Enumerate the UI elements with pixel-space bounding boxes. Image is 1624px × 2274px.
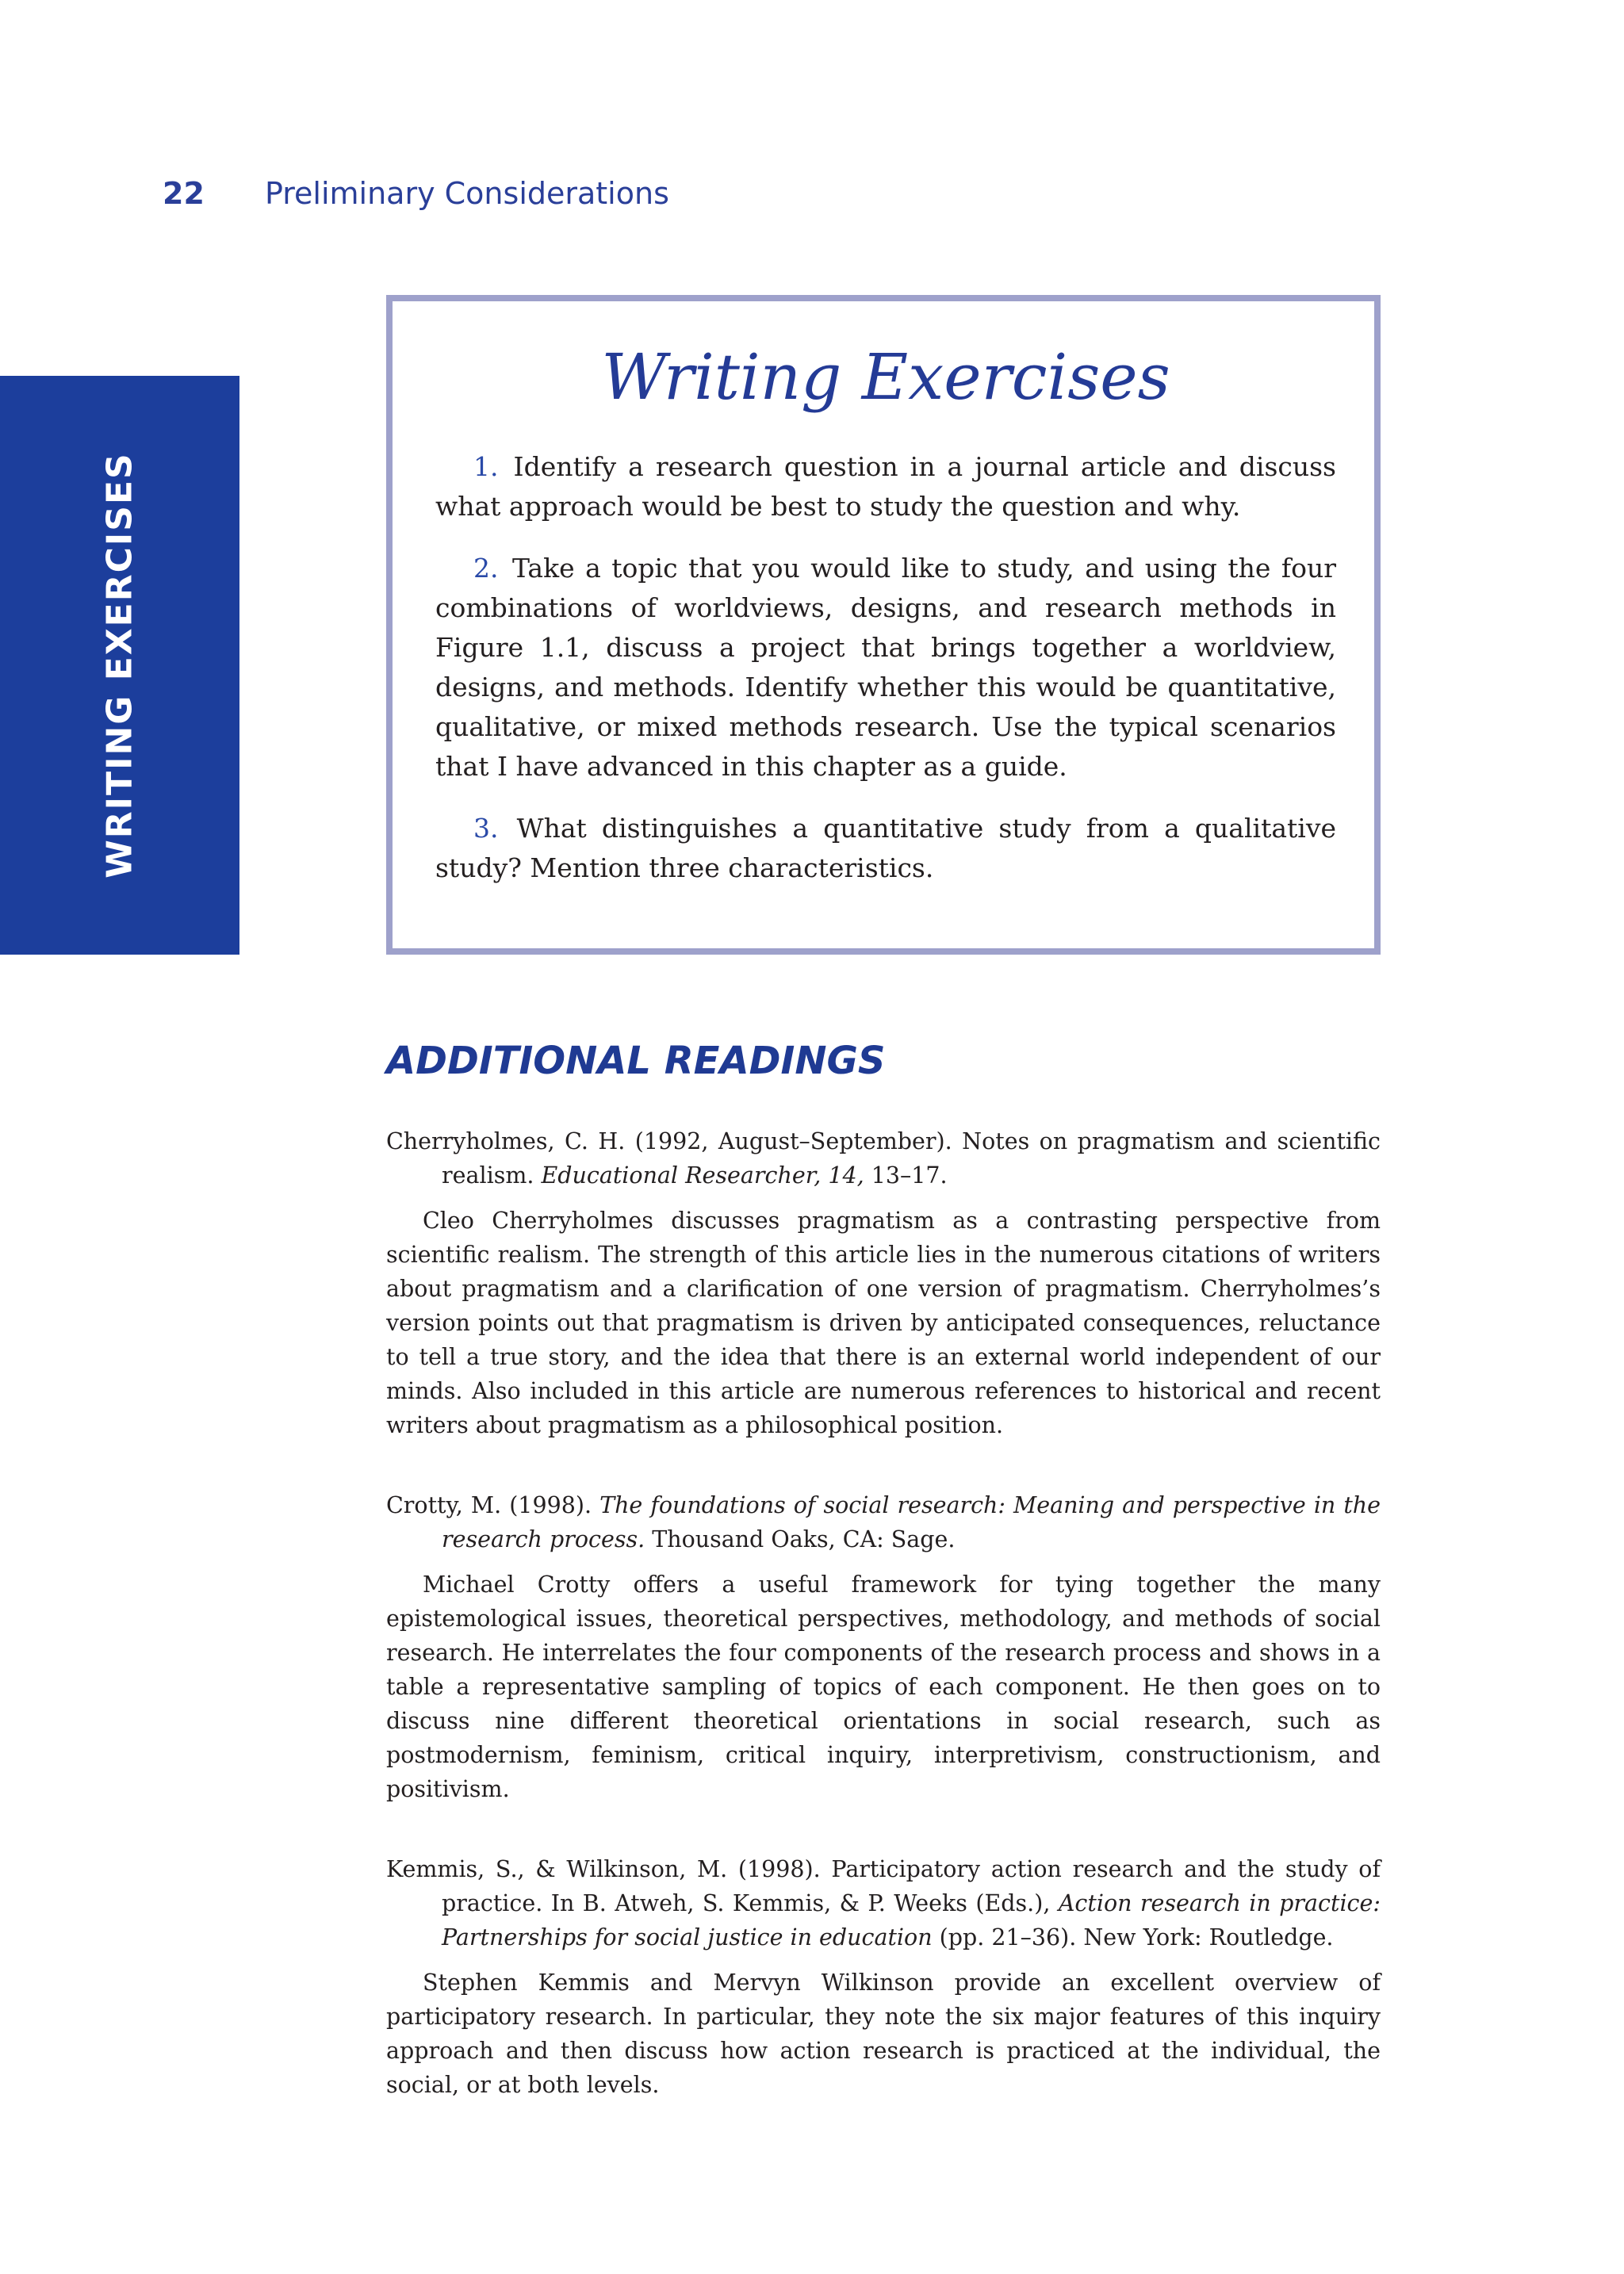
citation-italic: Educational Researcher, 14, xyxy=(541,1162,864,1189)
exercise-text: Take a topic that you would like to study, and using the four combinations of worldviews, designs, and research methods in Figure 1.1, discuss a project that brings together a worldview, designs, and methods. Identify whether this would be quantitative, qualitative, or mixed methods research. Use the typical scenarios that I have advanced in this chapter as a guide. xyxy=(435,553,1336,782)
citation-italic: Action research in practice: Partnerships for social justice in education xyxy=(442,1890,1381,1951)
citation-text: (pp. 21–36). New York: Routledge. xyxy=(932,1924,1334,1951)
reading-citation xyxy=(386,1124,1381,1193)
writing-exercises-box xyxy=(386,295,1381,955)
citation-text: Crotty, M. (1998). xyxy=(386,1492,600,1518)
citation-text: Kemmis, S., & Wilkinson, M. (1998). Participatory action research and the study of practice. In B. Atweh, S. Kemmis, & P. Weeks (Eds.), xyxy=(386,1856,1381,1916)
exercise-number: 2. xyxy=(473,553,499,584)
reading-annotation: Michael Crotty offers a useful framework for tying together the many epistemological issues, theoretical perspectives, methodology, and methods of social research. He interrelates the four components of the research process and shows in a table a representative sampling of topics of each component. He then goes on to discuss nine different theoretical orientations in social research, such as postmodernism, feminism, critical inquiry, interpretivism, constructionism, and positivism. xyxy=(386,1572,1381,1802)
citation-text: Cherryholmes, C. H. (1992, August–September). Notes on pragmatism and scientific realism. xyxy=(386,1128,1381,1189)
reading-citation xyxy=(386,1488,1381,1556)
exercise-number: 3. xyxy=(473,813,499,844)
running-title: Preliminary Considerations xyxy=(264,176,669,211)
writing-exercises-title: Writing Exercises xyxy=(601,340,1170,414)
additional-readings-heading: ADDITIONAL READINGS xyxy=(386,1039,886,1083)
exercise-text: Identify a research question in a journal article and discuss what approach would be best to study the question and why. xyxy=(435,451,1336,522)
exercise-item xyxy=(435,809,1336,888)
additional-readings-list xyxy=(386,1124,1381,2102)
reading-annotation: Stephen Kemmis and Mervyn Wilkinson provide an excellent overview of participatory research. In particular, they note the six major features of this inquiry approach and then discuss how action research is practiced at the individual, the social, or at both levels. xyxy=(386,1970,1381,2098)
reading-citation xyxy=(386,1852,1381,1954)
page-number: 22 xyxy=(163,176,205,211)
reading-annotation: Cleo Cherryholmes discusses pragmatism as a contrasting perspective from scientific realism. The strength of this article lies in the numerous citations of writers about pragmatism and a clarification of one version of pragmatism. Cherryholmes’s version points out that pragmatism is driven by anticipated consequences, reluctance to tell a true story, and the idea that there is an external world independent of our minds. Also included in this article are numerous references to historical and recent writers about pragmatism as a philosophical position. xyxy=(386,1208,1381,1438)
citation-italic: The foundations of social research: Meaning and perspective in the research process. xyxy=(442,1492,1381,1552)
exercise-item xyxy=(435,549,1336,787)
side-tab-label: WRITING EXERCISES xyxy=(99,452,140,879)
exercise-text: What distinguishes a quantitative study from a qualitative study? Mention three characteristics. xyxy=(435,813,1336,883)
running-head xyxy=(163,176,669,211)
side-tab xyxy=(0,376,239,955)
citation-text: 13–17. xyxy=(864,1162,948,1189)
exercise-item xyxy=(435,447,1336,526)
citation-text: Thousand Oaks, CA: Sage. xyxy=(645,1526,956,1552)
exercise-number: 1. xyxy=(473,451,499,482)
